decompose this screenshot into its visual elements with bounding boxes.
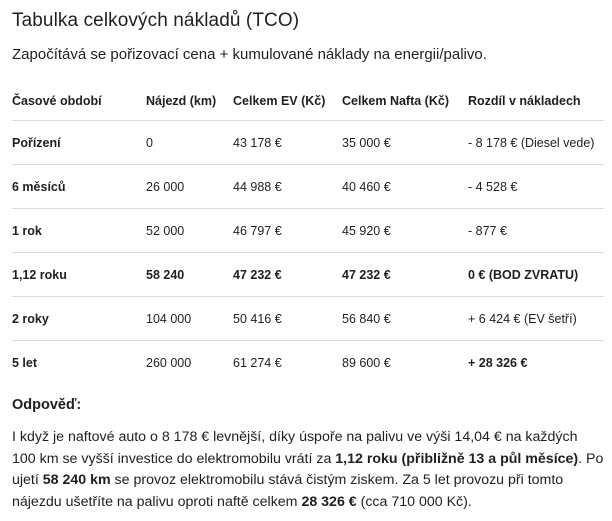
cell-km: 0 (146, 121, 233, 165)
table-row (12, 121, 604, 165)
cell-ev: 44 988 € (233, 165, 342, 209)
table-header-row (12, 82, 604, 121)
cell-ev: 61 274 € (233, 355, 282, 370)
cell-period: 1 rok (12, 209, 146, 253)
cell-diesel: 35 000 € (342, 121, 468, 165)
answer-text (12, 427, 604, 513)
page-title: Tabulka celkových nákladů (TCO) (12, 10, 300, 31)
subtitle: Započítává se pořizovací cena + kumulované náklady na energii/palivo. (12, 46, 487, 63)
answer-payback: 1,12 roku (přibližně 13 a půl měsíce) (335, 450, 579, 467)
answer-part: (cca 710 000 Kč). (356, 493, 472, 510)
cell-ev: 43 178 € (233, 121, 342, 165)
cell-diff: - 877 € (468, 209, 604, 253)
cell-diesel: 89 600 € (342, 355, 391, 370)
header-diesel: Celkem Nafta (Kč) (342, 82, 468, 121)
header-period: Časové období (12, 82, 146, 121)
answer-part: Po ujetí (12, 450, 604, 488)
answer-heading: Odpověď: (12, 397, 82, 413)
cell-diff: - 8 178 € (Diesel vede) (468, 121, 604, 165)
header-ev: Celkem EV (Kč) (233, 82, 342, 121)
cell-km: 52 000 (146, 209, 233, 253)
cell-km: 104 000 (146, 297, 233, 341)
cell-diff: - 4 528 € (468, 165, 604, 209)
cell-period: Pořízení (12, 121, 146, 165)
cell-ev: 46 797 € (233, 209, 342, 253)
table-row (12, 297, 604, 341)
cell-diesel: 40 460 € (342, 165, 468, 209)
cell-diff: 0 € (BOD ZVRATU) (468, 253, 604, 297)
answer-savings: 28 326 € (301, 493, 357, 510)
cell-diesel: 56 840 € (342, 297, 468, 341)
answer-breakeven-km: 58 240 km (42, 472, 111, 488)
cell-diesel: 47 232 € (342, 253, 468, 297)
cell-period: 6 měsíců (12, 165, 146, 209)
cell-km: 26 000 (146, 165, 233, 209)
table-row (12, 253, 604, 297)
cell-diesel: 45 920 € (342, 209, 468, 253)
answer-part: . (578, 450, 583, 467)
answer-part: I když je naftové auto o 8 178 € levnější, díky úspoře na palivu ve výši 14,04 € na každých 100 km se vyšší investice do elektromobilu vrátí za (12, 429, 578, 467)
cell-period: 2 roky (12, 297, 146, 341)
cell-ev: 50 416 € (233, 297, 342, 341)
table-row (12, 165, 604, 209)
cell-diff: + 6 424 € (EV šetří) (468, 297, 604, 341)
cell-ev: 47 232 € (233, 253, 342, 297)
cell-km: 58 240 (146, 253, 233, 297)
cell-period: 1,12 roku (12, 253, 146, 297)
tco-table (12, 82, 604, 384)
table-row (12, 341, 604, 385)
answer-part: se provoz elektromobilu stává čistým ziskem. Za 5 let provozu při tomto nájezdu ušetříte na palivu oproti naftě celkem (12, 472, 564, 510)
header-km: Nájezd (km) (146, 82, 233, 121)
cell-period: 5 let (12, 355, 38, 370)
table-body (12, 121, 604, 385)
table-row (12, 209, 604, 253)
cell-diff: + 28 326 € (468, 355, 528, 370)
cell-km: 260 000 (146, 355, 192, 370)
header-diff: Rozdíl v nákladech (468, 82, 604, 121)
